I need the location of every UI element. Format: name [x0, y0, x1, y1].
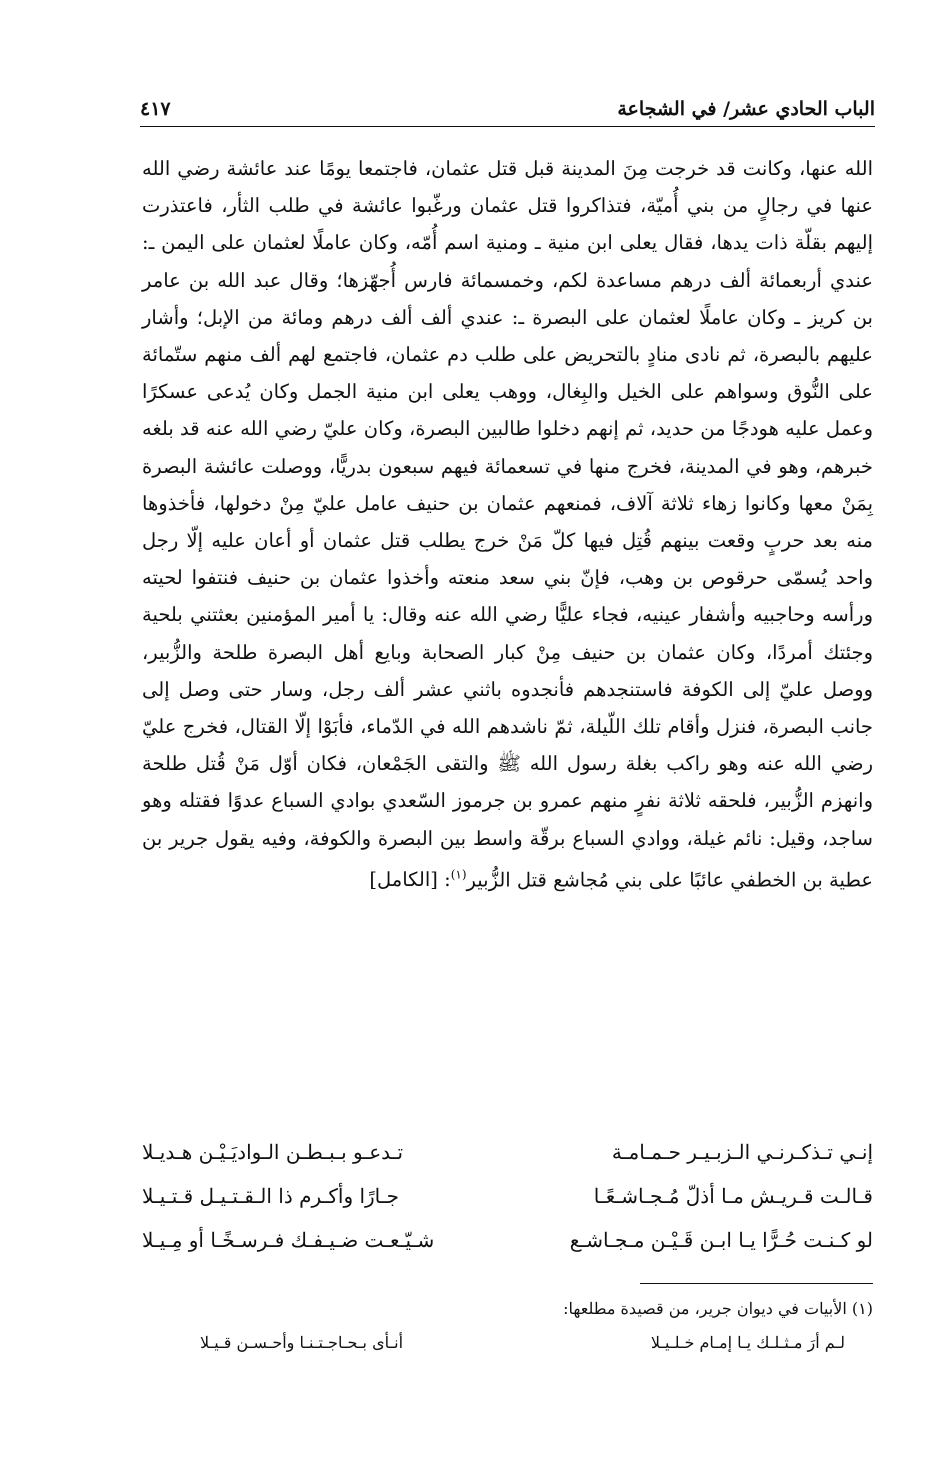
verse-line: [142, 1174, 873, 1218]
second-hemistich: جـارًا وأكـرم ذا الـقـتـيـل قـتـيـلا: [142, 1184, 400, 1208]
first-hemistich: لو كـنـت حُـرًّا يـا ابـن قَـيْـن مـجـاشـع: [569, 1228, 873, 1252]
first-hemistich: إنـي تـذكـرنـي الـزبـيـر حـمـامـة: [611, 1140, 873, 1164]
footnote-first-hemistich: لـم أرَ مـثـلـك يـا إمـام خـلـيـلا: [650, 1333, 845, 1352]
verse-line: [142, 1218, 873, 1262]
poem: [142, 1130, 873, 1262]
chapter-title: الباب الحادي عشر/ في الشجاعة: [617, 98, 875, 120]
footnote-rule: [640, 1283, 873, 1284]
header-rule: [140, 126, 875, 127]
body-paragraph: [142, 150, 873, 899]
footnote: [142, 1293, 873, 1359]
first-hemistich: قـالـت قـريـش مـا أذلّ مُـجـاشـعًـا: [593, 1184, 873, 1208]
second-hemistich: تـدعـو بـبـطـن الـواديَـيْـن هـديـلا: [142, 1140, 404, 1164]
verse-line: [142, 1130, 873, 1174]
footnote-verse: [142, 1327, 873, 1359]
page-number: ٤١٧: [140, 98, 171, 120]
footnote-marker: (١): [450, 867, 467, 882]
footnote-text: (١) الأبيات في ديوان جرير، من قصيدة مطلعها:: [563, 1299, 873, 1318]
second-hemistich: شـيّـعـت ضـيـفـك فـرسـخًـا أو مِـيـلا: [142, 1228, 435, 1252]
body-text: الله عنها، وكانت قد خرجت مِنَ المدينة قبل قتل عثمان، فاجتمعا يومًا عند عائشة رضي الله عنها في رجالٍ من بني أُميّة، فتذاكروا قتل عثمان ورغّبوا عائشة في طلب الثأر، فاعتذرت إليهم بقلّة ذات يدها، فقال يعلى ابن منية ـ ومنية اسم أُمّه، وكان عاملًا لعثمان على اليمن ـ: عندي أربعمائة ألف درهم مساعدة لكم، وخمسمائة فارس أُجهّزها؛ وقال عبد الله بن عامر بن كريز ـ وكان عاملًا لعثمان على البصرة ـ: عندي ألف ألف درهم ومائة من الإبل؛ وأشار عليهم بالبصرة، ثم نادى منادٍ بالتحريض على طلب دم عثمان، فاجتمع لهم ألف منهم ستّمائة على النُّوق وسواهم على الخيل والبِغال، ووهب يعلى ابن منية الجمل وكان يُدعى عسكرًا وعمل عليه هودجًا من حديد، ثم إنهم دخلوا طالبين البصرة، وكان عليّ رضي الله عنه قد بلغه خبرهم، وهو في المدينة، فخرج منها في تسعمائة فيهم سبعون بدريًّا، ووصلت عائشة البصرة بِمَنْ معها وكانوا زهاء ثلاثة آلاف، فمنعهم عثمان بن حنيف عامل عليّ مِنْ دخولها، فأخذوها منه بعد حربٍ وقعت بينهم قُتِل فيها كلّ مَنْ خرج يطلب قتل عثمان أو أعان عليه إلّا رجل واحد يُسمّى حرقوص بن وهب، فإنّ بني سعد منعته وأخذوا عثمان بن حنيف فنتفوا لحيته ورأسه وحاجبيه وأشفار عينيه، فجاء عليًّا رضي الله عنه وقال: يا أمير المؤمنين بعثتني بلحية وجئتك أمردًا، وكان عثمان بن حنيف مِنْ كبار الصحابة وبايع أهل البصرة طلحة والزُّبير، ووصل عليّ إلى الكوفة فاستنجدهم فأنجدوه باثني عشر ألف رجل، وسار حتى وصل إلى جانب البصرة، فنزل وأقام تلك اللّيلة، ثمّ ناشدهم الله في الدّماء، فأبَوْا إلّا القتال، فخرج عليّ رضي الله عنه وهو راكب بغلة رسول الله ﷺ والتقى الجَمْعان، فكان أوّل مَنْ قُتل طلحة وانهزم الزُّبير، فلحقه ثلاثة نفرٍ منهم عمرو بن جرموز السّعدي بوادي السباع عدوًا فقتله وهو ساجد، وقيل: نائم غيلة، ووادي السباع برقّة واسط بين البصرة والكوفة، وفيه يقول جرير بن عطية بن الخطفي عائبًا على بني مُجاشع قتل الزُّبير: [142, 157, 873, 892]
running-header: [140, 92, 875, 126]
meter-label: : [الكامل]: [369, 868, 451, 892]
footnote-second-hemistich: أنـأى بـحـاجـتـنـا وأحـسـن قـيـلا: [200, 1333, 404, 1352]
